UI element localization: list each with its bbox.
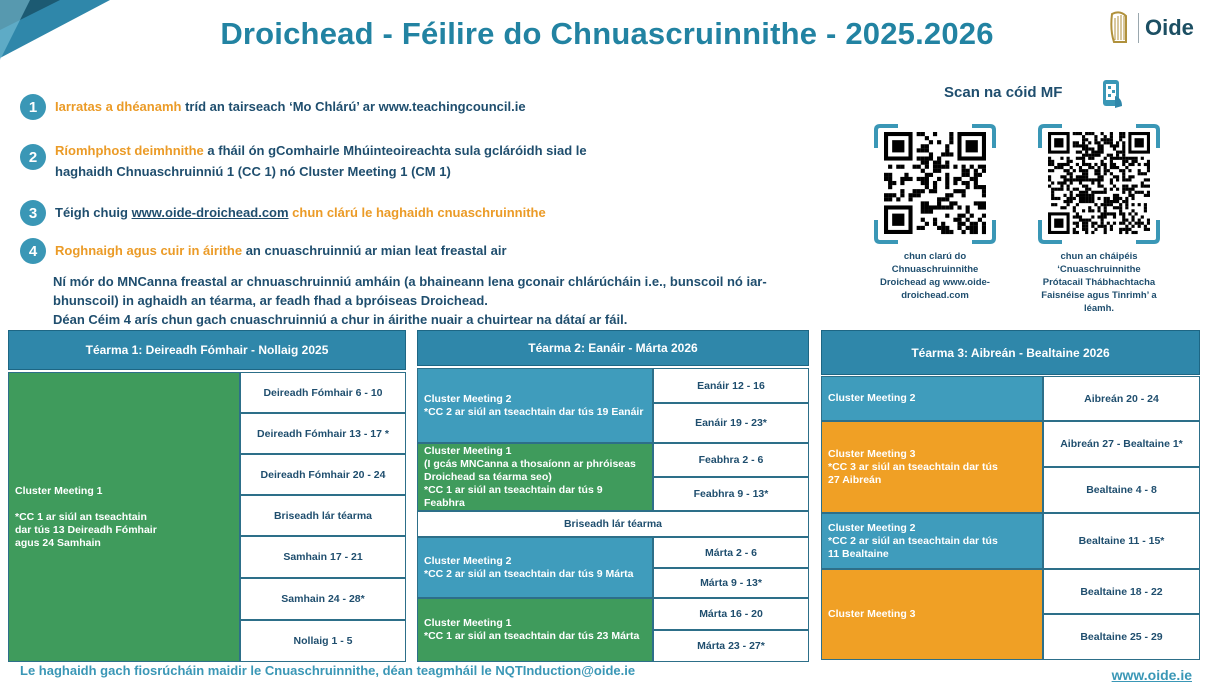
event-title: Cluster Meeting 2: [424, 392, 512, 405]
info-line: Déan Céim 4 arís chun gach cnuaschruinniú a chur in áirithe nuair a chuirtear na dátaí ar fáil.: [53, 312, 628, 327]
date-cell: Deireadh Fómhair 13 - 17 *: [240, 413, 406, 454]
event-cell: [417, 443, 653, 511]
phone-scan-icon: [1098, 78, 1126, 110]
event-body: *CC 2 ar siúl an tseachtain dar tús 11 Bealtaine: [828, 534, 998, 560]
step-text: [55, 138, 587, 182]
step-body: an cnuaschruinniú ar mian leat freastal air: [242, 243, 507, 258]
step-text: [55, 238, 507, 261]
step-body: a fháil ón gComhairle Mhúinteoireachta sula gcláróidh siad le: [203, 143, 587, 158]
date-cell: Bealtaine 4 - 8: [1043, 467, 1200, 513]
oide-logo: [1106, 8, 1202, 48]
logo-name: Oide: [1145, 15, 1194, 40]
date-cell: Márta 9 - 13*: [653, 568, 809, 598]
date-cell: Deireadh Fómhair 20 - 24: [240, 454, 406, 495]
step-3: [20, 200, 546, 226]
caption-line: ‘Cnuaschruinnithe: [1057, 264, 1141, 275]
event-body: *CC 1 ar siúl an tseachtain dar tús 13 Deireadh Fómhair agus 24 Samhain: [15, 510, 157, 549]
term-1-table: [8, 330, 406, 662]
term-3-table: [821, 330, 1200, 660]
event-cell: [821, 421, 1043, 513]
event-body: (I gcás MNCanna a thosaíonn ar phróiseas Droichead sa téarma seo) *CC 1 ar siúl an tseachtain dar tús 9 Feabhra: [424, 457, 636, 509]
term-2-table: [417, 330, 809, 662]
event-title: Cluster Meeting 1: [15, 484, 103, 497]
step-1: [20, 94, 526, 120]
event-cell: [821, 569, 1043, 660]
event-cell: [821, 513, 1043, 569]
caption-line: Droichead ag www.oide-: [880, 277, 990, 288]
step-body-line2: haghaidh Chnuaschruinniú 1 (CC 1) nó Cluster Meeting 1 (CM 1): [55, 164, 451, 179]
qr-code-protocol[interactable]: [1036, 122, 1162, 246]
step-number: 1: [20, 94, 46, 120]
date-cell: Briseadh lár téarma: [240, 495, 406, 536]
date-cell: Samhain 17 - 21: [240, 536, 406, 578]
website-link[interactable]: www.oide.ie: [1111, 667, 1192, 683]
date-cell: Aibreán 20 - 24: [1043, 376, 1200, 421]
step-4: [20, 238, 507, 264]
event-title: Cluster Meeting 1: [424, 617, 512, 629]
qr-code-icon: [884, 131, 986, 235]
term-header: Téarma 1: Deireadh Fómhair - Nollaig 2025: [8, 330, 406, 370]
step-text: [55, 94, 526, 117]
date-cell: Márta 2 - 6: [653, 537, 809, 568]
date-cell: Samhain 24 - 28*: [240, 578, 406, 620]
date-cell: Aibreán 27 - Bealtaine 1*: [1043, 421, 1200, 467]
step-highlight: Iarratas a dhéanamh: [55, 99, 182, 114]
date-cell: Márta 23 - 27*: [653, 630, 809, 662]
footer-contact: Le haghaidh gach fiosrúcháin maidir le Cnuaschruinnithe, déan teagmháil le NQTInduction@oide.ie: [20, 663, 636, 678]
caption-line: droichead.com: [901, 290, 969, 301]
step-2: [20, 138, 587, 182]
date-cell: Eanáir 12 - 16: [653, 368, 809, 403]
event-title: Cluster Meeting 2: [424, 554, 512, 567]
term-header: Téarma 3: Aibreán - Bealtaine 2026: [821, 330, 1200, 375]
date-cell: Feabhra 9 - 13*: [653, 477, 809, 511]
qr-code-registration[interactable]: [872, 122, 998, 246]
page-title: Droichead - Féilire do Chnuascruinnithe - 2025.2026: [220, 16, 994, 51]
date-cell: Bealtaine 25 - 29: [1043, 614, 1200, 660]
date-cell: Bealtaine 18 - 22: [1043, 569, 1200, 614]
event-title: Cluster Meeting 2: [828, 392, 916, 404]
event-cell: [417, 598, 653, 662]
event-cell: [821, 376, 1043, 421]
caption-line: Prótacail Thábhachtacha: [1042, 277, 1156, 288]
step-text: [55, 200, 546, 223]
harp-icon: [1106, 10, 1132, 46]
info-line: bhunscoil) in aghaidh an téarma, ar feadh fhad a bpróiseas Droichead.: [53, 293, 488, 308]
qr-caption-registration: [855, 250, 1015, 302]
date-cell: Márta 16 - 20: [653, 598, 809, 630]
qr-code-icon: [1048, 131, 1150, 235]
step-pre: Téigh chuig: [55, 205, 132, 220]
oide-droichead-link[interactable]: www.oide-droichead.com: [131, 205, 289, 220]
date-cell: Nollaig 1 - 5: [240, 620, 406, 662]
step-highlight: Roghnaigh agus cuir in áirithe: [55, 243, 243, 258]
term-header: Téarma 2: Eanáir - Márta 2026: [417, 330, 809, 366]
qr-caption-protocol: [1019, 250, 1179, 315]
event-title: Cluster Meeting 1: [424, 444, 512, 457]
event-body: *CC 2 ar siúl an tseachtain dar tús 19 Eanáir: [424, 405, 644, 418]
event-cell: [417, 537, 653, 598]
step-highlight: chun clárú le haghaidh cnuaschruinnithe: [288, 205, 546, 220]
date-cell: Feabhra 2 - 6: [653, 443, 809, 477]
corner-decoration: [0, 0, 120, 60]
date-cell: Deireadh Fómhair 6 - 10: [240, 372, 406, 413]
event-title: Cluster Meeting 2: [828, 521, 916, 534]
step-number: 2: [20, 144, 46, 170]
midterm-break: Briseadh lár téarma: [417, 511, 809, 537]
step-number: 3: [20, 200, 46, 226]
step-highlight: Ríomhphost deimhnithe: [55, 143, 204, 158]
info-line: Ní mór do MNCanna freastal ar chnuaschruinniú amháin (a bhaineann lena gconair chlárúcháin i.e., bunscoil nó iar-: [53, 274, 767, 289]
event-body: *CC 3 ar siúl an tseachtain dar tús 27 Aibreán: [828, 460, 998, 486]
event-title: Cluster Meeting 3: [828, 447, 916, 460]
scan-label: Scan na cóid MF: [944, 84, 1063, 101]
date-cell: Bealtaine 11 - 15*: [1043, 513, 1200, 569]
date-cell: Eanáir 19 - 23*: [653, 403, 809, 443]
logo-divider: [1138, 13, 1139, 43]
caption-line: léamh.: [1083, 303, 1115, 314]
event-cell: [417, 368, 653, 443]
caption-line: Faisnéise agus Tinrimh’ a: [1041, 290, 1157, 301]
event-body: *CC 1 ar siúl an tseachtain dar tús 23 Márta: [424, 630, 640, 642]
caption-line: Chnuaschruinnithe: [891, 264, 979, 275]
caption-line: chun an cháipéis: [1060, 251, 1138, 262]
caption-line: chun clarú do: [903, 251, 967, 262]
event-title: Cluster Meeting 3: [828, 608, 916, 620]
event-cell: [8, 372, 240, 662]
info-paragraph: [53, 272, 813, 329]
event-body: *CC 2 ar siúl an tseachtain dar tús 9 Márta: [424, 567, 634, 580]
step-number: 4: [20, 238, 46, 264]
step-body: tríd an tairseach ‘Mo Chlárú’ ar www.teachingcouncil.ie: [181, 99, 526, 114]
